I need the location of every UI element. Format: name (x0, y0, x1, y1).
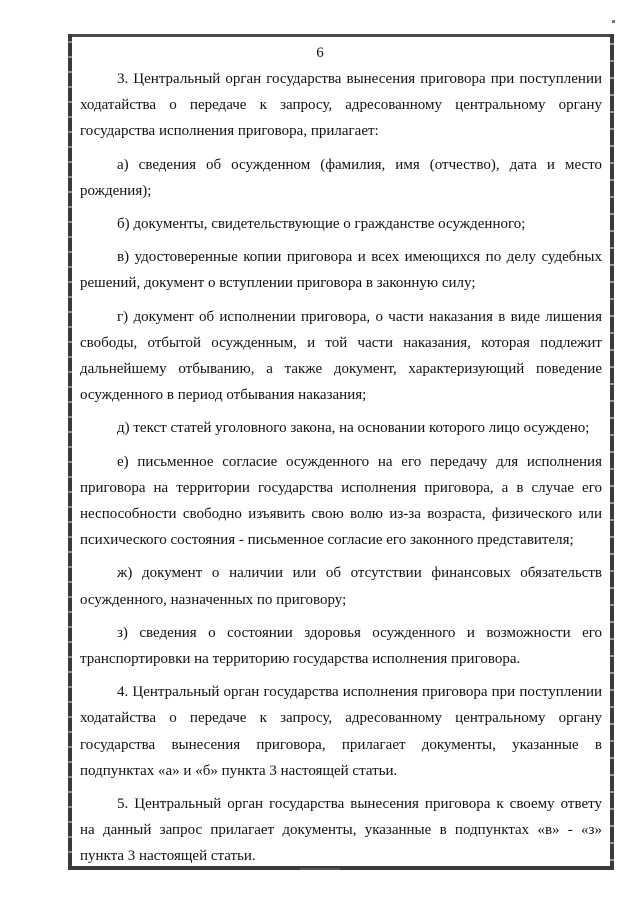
subparagraph-d: д) текст статей уголовного закона, на основании которого лицо осуждено; (117, 420, 590, 437)
paragraph-5: 5. Центральный орган государства вынесения приговора к своему ответу на данный запрос прилагает документы, указанные в подпунктах «в» - «з» пункта 3 настоящей статьи. (80, 796, 602, 865)
subparagraph-g: г) документ об исполнении приговора, о части наказания в виде лишения свободы, отбытой осужденным, и той части наказания, которая подлежит дальнейшему отбыванию, а также документ, характеризующий поведение осужденного в период отбывания наказания; (80, 308, 602, 404)
subparagraph-e: е) письменное согласие осужденного на его передачу для исполнения приговора на территории государства исполнения приговора, а в случае его неспособности свободно изъявить свою волю из-за возраста, физического или психического состояния - письменное согласие его законного представителя; (80, 453, 602, 549)
page-border-left (68, 34, 72, 869)
subparagraph-zh: ж) документ о наличии или об отсутствии финансовых обязательств осужденного, назначенных по приговору; (80, 565, 602, 608)
document-body (80, 66, 602, 877)
subparagraph-b: б) документы, свидетельствующие о гражданстве осужденного; (117, 216, 526, 233)
subparagraph-a: а) сведения об осужденном (фамилия, имя (отчество), дата и место рождения); (80, 156, 602, 199)
scan-speckle (612, 20, 615, 23)
page-border-top (70, 34, 614, 37)
page-number: 6 (316, 45, 324, 61)
subparagraph-v: в) удостоверенные копии приговора и всех имеющихся по делу судебных решений, документ о вступлении приговора в законную силу; (80, 249, 602, 292)
paragraph-4: 4. Центральный орган государства исполнения приговора при поступлении ходатайства о передаче к запросу, адресованному центральному органу государства вынесения приговора, прилагает документы, указанные в подпунктах «а» и «б» пункта 3 настоящей статьи. (80, 684, 602, 779)
paragraph-3: 3. Центральный орган государства вынесения приговора при поступлении ходатайства о передаче к запросу, адресованному центральному органу государства исполнения приговора, прилагает: (80, 71, 602, 140)
subparagraph-z: з) сведения о состоянии здоровья осужденного и возможности его транспортировки на территорию государства исполнения приговора. (80, 624, 602, 668)
page-border-right (610, 34, 614, 869)
